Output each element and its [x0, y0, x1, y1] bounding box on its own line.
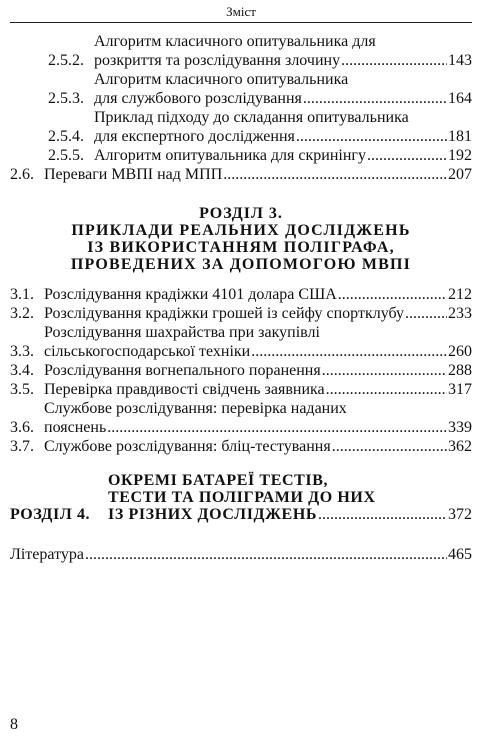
- toc-entry-number: РОЗДІЛ 4.: [10, 506, 91, 523]
- toc-entry[interactable]: [10, 285, 472, 304]
- toc-group-2-5: [10, 32, 472, 165]
- toc-entry-line: ІЗ РІЗНИХ ДОСЛІДЖЕНЬ: [108, 506, 318, 523]
- toc-page-number: 143: [448, 52, 472, 69]
- toc-entry-number: 3.2.: [10, 305, 34, 322]
- section-3-title-line: ПРИКЛАДИ РЕАЛЬНИХ ДОСЛІДЖЕНЬ: [71, 222, 411, 239]
- dot-leader: [367, 146, 447, 165]
- toc-entry-line: сільськогосподарської техніки: [44, 343, 251, 360]
- toc-entry[interactable]: [10, 32, 472, 70]
- dot-leader: [318, 506, 447, 523]
- section-3-title-line: РОЗДІЛ 3.: [199, 205, 283, 222]
- toc-entry-line: Розслідування крадіжки грошей із сейфу спортклубу: [44, 305, 405, 322]
- toc-entry-line: ОКРЕМІ БАТАРЕЇ ТЕСТІВ,: [108, 472, 329, 489]
- toc-entry-line: пояснень: [44, 419, 107, 436]
- toc-page-number: 339: [448, 419, 472, 436]
- toc-entry-number: 2.6.: [10, 166, 34, 183]
- dot-leader: [405, 304, 447, 323]
- table-of-contents: [10, 32, 472, 564]
- toc-entry-line: розкриття та розслідування злочину: [94, 52, 341, 69]
- toc-entry-number: 3.6.: [10, 419, 34, 436]
- dot-leader: [303, 89, 447, 108]
- toc-entry[interactable]: [10, 437, 472, 456]
- section-3-title-line: ІЗ ВИКОРИСТАННЯМ ПОЛІГРАФА,: [87, 239, 395, 256]
- dot-leader: [223, 165, 447, 184]
- toc-entry[interactable]: [10, 108, 472, 146]
- running-header: [10, 2, 472, 23]
- toc-entry-line: Службове розслідування: бліц-тестування: [44, 438, 331, 455]
- toc-group-2-6: [10, 165, 472, 184]
- toc-entry-line: Алгоритм класичного опитувальника: [94, 71, 349, 88]
- section-3-heading: [10, 205, 472, 273]
- toc-entry-number: 3.1.: [10, 286, 34, 303]
- toc-page-number: 233: [448, 305, 472, 322]
- toc-entry-line: для експертного дослідження: [94, 128, 295, 145]
- section-3-title-line: ПРОВЕДЕНИХ ЗА ДОПОМОГОЮ МВПІ: [70, 256, 412, 273]
- dot-leader: [341, 51, 447, 70]
- toc-entry-number: 2.5.3.: [48, 90, 84, 107]
- toc-entry-number: 2.5.2.: [48, 52, 84, 69]
- toc-entry-line: Розслідування вогнепального поранення: [44, 362, 321, 379]
- toc-entry-line: Алгоритм класичного опитувальника для: [94, 33, 376, 50]
- dot-leader: [338, 285, 447, 304]
- toc-entry-number: 3.5.: [10, 381, 34, 398]
- toc-page-number: 260: [448, 343, 472, 360]
- toc-entry-line: Службове розслідування: перевірка наданих: [44, 400, 347, 417]
- toc-entry-line: Література: [10, 546, 84, 563]
- toc-entry-line: Переваги МВПІ над МПП: [44, 166, 223, 183]
- toc-entry[interactable]: [10, 165, 472, 184]
- toc-entry-line: для службового розслідування: [94, 90, 302, 107]
- toc-entry[interactable]: [10, 361, 472, 380]
- toc-entry[interactable]: [10, 399, 472, 437]
- toc-entry[interactable]: [10, 323, 472, 361]
- toc-page-number: 317: [448, 381, 472, 398]
- toc-entry-number: 3.4.: [10, 362, 34, 379]
- toc-page-number: 372: [448, 506, 472, 523]
- toc-entry-line: Розслідування крадіжки 4101 долара США: [44, 286, 337, 303]
- toc-group-3: [10, 285, 472, 456]
- toc-entry-number: 2.5.4.: [48, 128, 84, 145]
- dot-leader: [85, 545, 447, 564]
- dot-leader: [107, 418, 447, 437]
- toc-page-number: 181: [448, 128, 472, 145]
- toc-entry-line: ТЕСТИ ТА ПОЛІГРАМИ ДО НИХ: [108, 489, 376, 506]
- toc-entry-number: 3.7.: [10, 438, 34, 455]
- toc-page-number: 362: [448, 438, 472, 455]
- toc-entry[interactable]: [10, 304, 472, 323]
- toc-entry[interactable]: [10, 146, 472, 165]
- toc-entry-section-4[interactable]: [10, 472, 472, 523]
- toc-page-number: 164: [448, 90, 472, 107]
- dot-leader: [296, 127, 447, 146]
- toc-entry[interactable]: [10, 380, 472, 399]
- toc-entry-line: Алгоритм опитувальника для скринінгу: [94, 147, 366, 164]
- toc-entry-line: Розслідування шахрайства при закупівлі: [44, 324, 320, 341]
- dot-leader: [332, 437, 447, 456]
- dot-leader: [251, 342, 447, 361]
- toc-entry-number: 3.3.: [10, 343, 34, 360]
- header-title: Зміст: [226, 4, 256, 19]
- toc-page-number: 465: [448, 546, 472, 563]
- toc-entry-line: Приклад підходу до складання опитувальника: [94, 109, 409, 126]
- toc-entry-literature[interactable]: [10, 545, 472, 564]
- dot-leader: [322, 361, 447, 380]
- page-number: 8: [10, 716, 18, 733]
- dot-leader: [326, 380, 447, 399]
- toc-entry[interactable]: [10, 70, 472, 108]
- toc-entry-number: 2.5.5.: [48, 147, 84, 164]
- toc-page-number: 212: [448, 286, 472, 303]
- toc-entry-line: Перевірка правдивості свідчень заявника: [44, 381, 325, 398]
- toc-page-number: 288: [448, 362, 472, 379]
- toc-page-number: 192: [448, 147, 472, 164]
- toc-page-number: 207: [448, 166, 472, 183]
